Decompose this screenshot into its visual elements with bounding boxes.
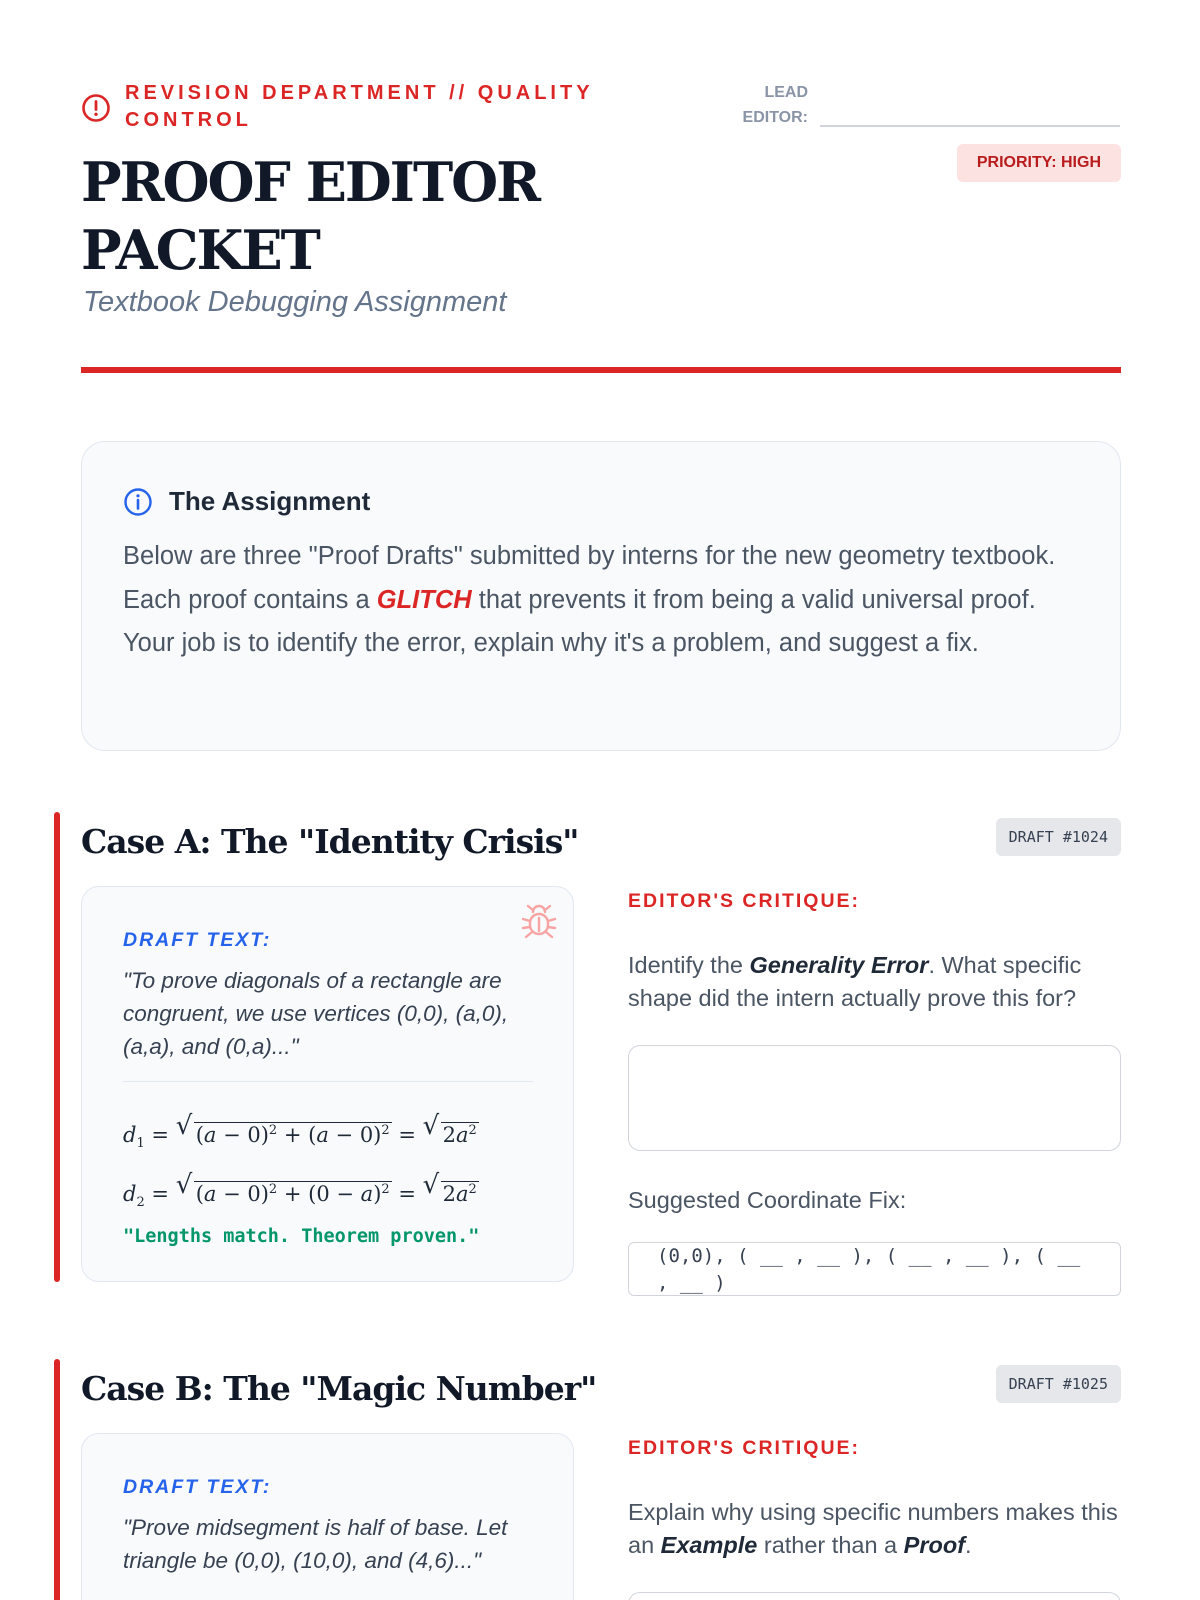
case-a-draft-card bbox=[81, 886, 574, 1282]
case-b-title: Case B: The "Magic Number" bbox=[81, 1369, 597, 1408]
info-icon bbox=[123, 487, 153, 517]
case-b-answer-box[interactable] bbox=[628, 1592, 1121, 1600]
page bbox=[81, 0, 1121, 1600]
case-a-critique bbox=[628, 886, 1121, 1296]
case-a-q-bold: Generality Error bbox=[749, 952, 929, 978]
department-line bbox=[81, 80, 641, 134]
case-b-q-text-3: . bbox=[965, 1532, 972, 1558]
lead-editor bbox=[736, 80, 1120, 130]
case-b-accent-bar bbox=[54, 1359, 60, 1600]
case-a-separator bbox=[123, 1081, 533, 1082]
bug-icon bbox=[519, 901, 559, 941]
case-a-equation-d1: $d_1$ = √ $(a - 0)^2 + (a - 0)^2$ = √ $2a^2$ bbox=[123, 1108, 533, 1167]
case-a-q-text-1: Identify the bbox=[628, 952, 750, 978]
priority-badge: PRIORITY: HIGH bbox=[957, 144, 1121, 182]
case-b-draft-card bbox=[81, 1433, 574, 1600]
case-a-verdict: "Lengths match. Theorem proven." bbox=[123, 1226, 480, 1248]
assignment-text-2: that prevents it from being a valid universal proof. Your job is to identify the error, explain why it's a problem, and suggest a fix. bbox=[123, 585, 1036, 657]
case-b-q-text-1: Explain why using specific numbers makes this an bbox=[628, 1499, 1118, 1558]
assignment-box bbox=[81, 441, 1121, 751]
case-a-fix-box[interactable]: (0,0), ( __ , __ ), ( __ , __ ), ( __ , __ ) bbox=[628, 1242, 1121, 1296]
case-b-critique-label: EDITOR'S CRITIQUE: bbox=[628, 1437, 861, 1459]
case-a-accent-bar bbox=[54, 812, 60, 1282]
case-a-draft-tag: DRAFT #1024 bbox=[996, 818, 1121, 856]
assignment-text-1: Below are three "Proof Drafts" submitted by interns for the new geometry textbook. Each proof contains a bbox=[123, 542, 1056, 614]
case-a-title: Case A: The "Identity Crisis" bbox=[81, 822, 579, 861]
case-b-draft-label: DRAFT TEXT: bbox=[123, 1476, 272, 1498]
assignment-title: The Assignment bbox=[169, 486, 371, 516]
case-b-critique-question bbox=[628, 1496, 1121, 1562]
case-a-draft-quote: "To prove diagonals of a rectangle are congruent, we use vertices (0,0), (a,0), (a,a), and (0,a)..." bbox=[123, 968, 509, 1059]
case-a-q-text-2: . What specific shape did the intern actually prove this for? bbox=[628, 952, 1082, 1011]
lead-editor-field[interactable] bbox=[820, 125, 1120, 127]
page-title: PROOF EDITOR PACKET bbox=[81, 150, 540, 282]
glitch-highlight: GLITCH bbox=[376, 585, 472, 614]
case-b-q-bold-2: Proof bbox=[903, 1532, 966, 1558]
alert-circle-icon bbox=[81, 93, 111, 123]
header-divider bbox=[81, 367, 1121, 373]
page-subtitle: Textbook Debugging Assignment bbox=[83, 286, 507, 318]
case-b-critique bbox=[628, 1433, 1121, 1600]
case-a-answer-box[interactable] bbox=[628, 1045, 1121, 1151]
case-a-equation-d2: $d_2$ = √ $(a - 0)^2 + (0 - a)^2$ = √ $2a^2$ bbox=[123, 1167, 533, 1226]
case-b-q-bold-1: Example bbox=[660, 1532, 758, 1558]
case-a bbox=[81, 812, 1121, 1294]
case-a-critique-question bbox=[628, 949, 1121, 1015]
case-b-draft-tag: DRAFT #1025 bbox=[996, 1365, 1121, 1403]
lead-editor-label: LEAD EDITOR: bbox=[742, 84, 808, 126]
assignment-header bbox=[123, 486, 1080, 517]
department-text: REVISION DEPARTMENT // QUALITY CONTROL bbox=[125, 82, 594, 131]
case-b-draft-quote: "Prove midsegment is half of base. Let triangle be (0,0), (10,0), and (4,6)..." bbox=[123, 1515, 508, 1573]
case-b-q-text-2: rather than a bbox=[757, 1532, 904, 1558]
case-a-fix-label: Suggested Coordinate Fix: bbox=[628, 1187, 907, 1213]
case-b bbox=[81, 1359, 1121, 1600]
assignment-body bbox=[123, 535, 1080, 666]
case-a-draft-label: DRAFT TEXT: bbox=[123, 929, 272, 951]
case-a-critique-label: EDITOR'S CRITIQUE: bbox=[628, 890, 861, 912]
